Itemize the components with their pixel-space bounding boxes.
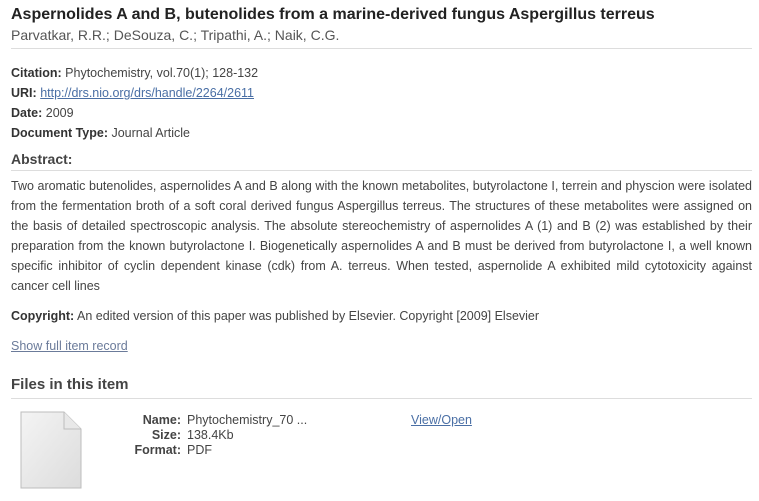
- author-name[interactable]: Tripathi, A.: [200, 27, 268, 43]
- citation-value: Phytochemistry, vol.70(1); 128-132: [65, 66, 259, 80]
- file-name-value: Phytochemistry_70 ...: [187, 413, 308, 427]
- file-name-row: [111, 413, 307, 428]
- view-open-link[interactable]: View/Open: [411, 413, 472, 427]
- uri-link[interactable]: http://drs.nio.org/drs/handle/2264/2611: [40, 86, 254, 100]
- author-separator: ;: [267, 27, 275, 43]
- citation-label: Citation:: [11, 66, 62, 80]
- abstract-text: Two aromatic butenolides, aspernolides A and B along with the known metabolites, butyrolactone I, terrein and physcion were isolated from the fermentation broth of a soft coral derived fungus Aspergillus terreus. The structures of these metabolites were assigned on the basis of detailed spectroscopic analysis. The absolute stereochemistry of aspernolides A (1) and B (2) was established by their preparation from the known butyrolactone I. Biogenetically aspernolides A and B must be derived from butyrolactone I, a well known specific inhibitor of cyclin dependent kinase (cdk) from A. terreus. When tested, aspernolide A exhibited mild cytotoxicity against cancer cell lines: [11, 179, 752, 293]
- document-type-row: [11, 123, 752, 143]
- author-name[interactable]: DeSouza, C.: [113, 27, 194, 43]
- copyright-value: An edited version of this paper was published by Elsevier. Copyright [2009] Elsevier: [76, 309, 540, 323]
- file-format-label: Format:: [134, 443, 181, 457]
- copyright-row: [11, 306, 752, 326]
- date-value: 2009: [45, 106, 74, 120]
- author-name[interactable]: Naik, C.G.: [274, 27, 340, 43]
- item-page: [11, 5, 752, 501]
- copyright-label: Copyright:: [11, 309, 75, 323]
- file-item: [11, 411, 752, 501]
- document-type-label: Document Type:: [11, 126, 108, 140]
- document-icon[interactable]: [20, 411, 82, 489]
- uri-row: [11, 83, 752, 103]
- show-full-record: [11, 336, 752, 356]
- uri-label: URI:: [11, 86, 37, 100]
- file-size-value: 138.4Kb: [187, 428, 234, 442]
- file-size-row: [111, 428, 307, 443]
- author-list: [11, 26, 752, 49]
- citation-row: [11, 63, 752, 83]
- author-separator: ;: [105, 27, 114, 43]
- item-title: Aspernolides A and B, butenolides from a marine-derived fungus Aspergillus terreus: [11, 6, 655, 23]
- file-size-label: Size:: [151, 428, 181, 442]
- date-label: Date:: [11, 106, 43, 120]
- abstract-heading: Abstract:: [11, 149, 752, 171]
- item-metadata: [11, 63, 752, 143]
- author-name[interactable]: Parvatkar, R.R.: [11, 27, 106, 43]
- document-type-value: Journal Article: [111, 126, 190, 140]
- file-format-row: [111, 443, 307, 458]
- files-heading: Files in this item: [11, 374, 752, 399]
- show-full-record-link[interactable]: Show full item record: [11, 339, 128, 353]
- author-separator: ;: [193, 27, 201, 43]
- file-name-label: Name:: [142, 413, 181, 427]
- date-row: [11, 103, 752, 123]
- file-view: [411, 413, 472, 428]
- file-format-value: PDF: [187, 443, 212, 457]
- file-metadata: [111, 413, 307, 458]
